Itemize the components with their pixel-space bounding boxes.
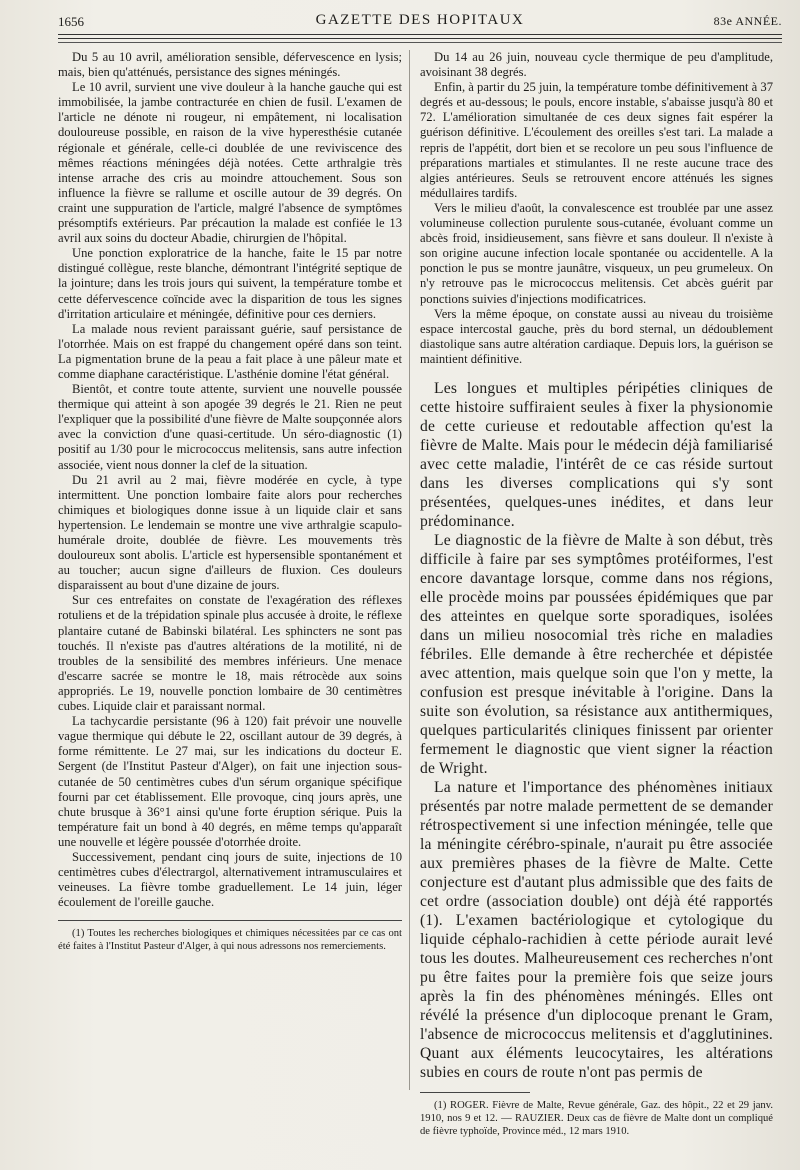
paragraph: Sur ces entrefaites on constate de l'exagération des réflexes rotuliens et de la trépidation spinale plus accusée à droite, le réflexe plantaire cutané de Babinski bilatéral. Les sphincters ne sont pas touchés. Il n'existe pas d'autres altérations de la motilité, ni de troubles de la sensibilité des membres inférieurs. Une menace d'escarre sacrée se montre le 18, mais rétrocède aux soins appropriés. Le 19, nouvelle ponction lombaire de 30 centimètres cubes. Liquide clair et paraissant normal. — [58, 593, 402, 714]
paragraph: La tachycardie persistante (96 à 120) fait prévoir une nouvelle vague thermique qui débute le 22, oscillant autour de 39 degrés, à forme rémittente. Le 27 mai, sur les indications du docteur E. Sergent (de l'Institut Pasteur d'Alger), on fait une injection sous-cutanée de 50 centimètres cubes d'un sérum organique spécifique fourni par cet établissement. Elle provoque, cinq jours après, une chute brusque à 36°1 ainsi qu'une forte éruption sérique. Puis la température fait un bond à 40 degrés, en même temps qu'apparaît une nouvelle et légère poussée d'otorrhée droite. — [58, 714, 402, 849]
year-label: 83e ANNÉE. — [713, 14, 782, 28]
discussion-paragraph: La nature et l'importance des phénomènes initiaux présentés par notre malade permettent de se demander rétrospectivement si une infection méningée, telle que la méningite cérébro-spinale, n'aurait pu être associée aux premières phases de la fièvre de Malte. Cette conjecture est d'autant plus admissible que des faits de cet ordre (association double) ont déjà été rapportés (1). L'examen bactériologique et cytologique du liquide céphalo-rachidien à cette période aurait levé tous les doutes. Malheureusement ces recherches n'ont pu être faites pour la première fois que seize jours après la fin des phénomènes méningés. Elles ont révélé la présence d'un diplocoque prenant le Gram, l'absence de micrococcus melitensis et d'agglutinines. Quant aux éléments leucocytaires, les altérations subies en cours de route n'ont pas permis de — [420, 778, 773, 1081]
paragraph: Vers la même époque, on constate aussi au niveau du troisième espace intercostal gauche, près du bord sternal, un dédoublement diastolique sans autre altération cardiaque. Depuis lors, la guérison se maintient définitive. — [420, 306, 773, 366]
footnote: (1) ROGER. Fièvre de Malte, Revue générale, Gaz. des hôpit., 22 et 29 janv. 1910, nos 9 et 12. — RAUZIER. Deux cas de fièvre de Malte dont un compliqué de fièvre typhoïde, Province méd., 12 mars 1910. — [420, 1099, 773, 1137]
discussion-paragraph: Les longues et multiples péripéties cliniques de cette histoire suffiraient seules à fixer la physionomie de cette curieuse et redoutable affection qu'est la fièvre de Malte. Mais pour le médecin déjà familiarisé avec cette maladie, l'intérêt de ce cas réside surtout dans les diverses complications qui s'y sont présentées, quelques-unes inédites, et dans leur prédominance. — [420, 379, 773, 530]
paragraph: Du 5 au 10 avril, amélioration sensible, défervescence en lysis; mais, bien qu'atténués, persistance des signes méningés. — [58, 50, 402, 80]
paragraph: Le 10 avril, survient une vive douleur à la hanche gauche qui est immobilisée, la jambe contracturée en chien de fusil. L'examen de l'article ne dénote ni rougeur, ni empâtement, ni localisation douloureuse possible, en raison de la vive hyperesthésie cutanée régionale et générale, celle-ci doublée de une reviviscence des mêmes réactions méningées déjà notées. Cette arthralgie très intense arrache des cris au moindre attouchement. Sous son influence la fièvre se rallume et oscille autour de 39 degrés. On craint une suppuration de l'article, malgré l'absence de symptômes présomptifs extérieurs. Par précaution la malade est confiée le 13 avril aux soins du docteur Abadie, chirurgien de l'hôpital. — [58, 80, 402, 246]
page-header — [58, 10, 782, 32]
paragraph: Du 21 avril au 2 mai, fièvre modérée en cycle, à type intermittent. Une ponction lombaire faite alors pour recherches chimiques et biologiques donne issue à un liquide clair et sans hypertension. Le lendemain se montre une vive arthralgie scapulo-humérale droite, doublée de fièvre. Les mouvements très douloureux sont abolis. L'article est hypersensible spontanément et au toucher; aucun signe d'ailleurs de fluxion. Ces douleurs disparaissent au bout d'une dizaine de jours. — [58, 472, 402, 593]
footnote-rule — [58, 920, 402, 921]
page-number: 1656 — [58, 14, 84, 29]
header-rule-top — [58, 34, 782, 35]
discussion-section — [420, 379, 773, 1082]
footnote: (1) Toutes les recherches biologiques et chimiques nécessitées par ce cas ont été faites à l'Institut Pasteur d'Alger, à qui nous adressons nos remerciements. — [58, 928, 402, 953]
paragraph: Du 14 au 26 juin, nouveau cycle thermique de peu d'amplitude, avoisinant 38 degrés. — [420, 50, 773, 80]
footnote-rule — [420, 1092, 530, 1093]
paragraph: Une ponction exploratrice de la hanche, faite le 15 par notre distingué collègue, reste blanche, démontrant l'intégrité septique de la jointure; dans les trois jours qui suivent, la température tombe et cette défervescence coïncide avec la disparition de tous les signes d'irritation articulaire et méningée, définitive pour ces derniers. — [58, 246, 402, 321]
journal-title: GAZETTE DES HOPITAUX — [315, 12, 525, 28]
paragraph: Bientôt, et contre toute attente, survient une nouvelle poussée thermique qui atteint à son apogée 39 degrés le 21. Rien ne peut l'expliquer que la possibilité d'une fièvre de Malte soupçonnée alors avec la conviction d'une quasi-certitude. Un séro-diagnostic (1) positif au 1/30 pour le micrococcus melitensis, sans autre infection associée, vient nous donner la clef de la situation. — [58, 382, 402, 472]
paragraph: Vers le milieu d'août, la convalescence est troublée par une assez volumineuse collection purulente sous-cutanée, évoluant comme un abcès froid, insidieusement, sans fièvre et sans douleur. Il n'existe à son origine aucune infection locale spontanée ou accidentelle. A la ponction le pus se montre jaunâtre, visqueux, un peu grumeleux. On n'y retrouve pas le micrococcus melitensis. Cet abcès guérit par ponctions suivies d'injections modificatrices. — [420, 200, 773, 306]
header-rule-bottom — [58, 42, 782, 43]
paragraph: Successivement, pendant cinq jours de suite, injections de 10 centimètres cubes d'électrargol, alternativement intramusculaires et veineuses. La fièvre tombe graduellement. Le 14 juin, léger écoulement de l'oreille gauche. — [58, 849, 402, 910]
discussion-paragraph: Le diagnostic de la fièvre de Malte à son début, très difficile à faire par ses symptômes protéiformes, l'est encore davantage lorsque, comme dans nos régions, elle procède moins par poussées épidémiques que par des atteintes en quelque sorte sporadiques, isolées dans un milieu nosocomial très riche en maladies fébriles. Elle demande à être recherchée et dépistée avec attention, mais quelque soin que l'on y mette, la confusion est presque inévitable à l'origine. Dans la suite son évolution, sa résistance aux antithermiques, quelques particularités cliniques finissent par orienter fermement le diagnostic que vient signer la réaction de Wright. — [420, 531, 773, 777]
header-rule-middle — [58, 38, 782, 39]
left-column — [58, 50, 402, 953]
right-column — [420, 50, 773, 1138]
paragraph: La malade nous revient paraissant guérie, sauf persistance de l'otorrhée. Mais on est frappé du changement opéré dans son teint. La pigmentation brune de la peau a fait place à une pâleur mate et comme diaphane caractéristique. L'asthénie domine l'état général. — [58, 321, 402, 381]
column-divider — [409, 50, 410, 1090]
paragraph: Enfin, à partir du 25 juin, la température tombe définitivement à 37 degrés et au-dessous; le pouls, encore instable, s'abaisse jusqu'à 80 et 72. L'amélioration simultanée de ces deux signes fait espérer la guérison définitive. L'écoulement des oreilles s'est tari. La malade a repris de l'appétit, dort bien et se recolore un peu sous l'influence de préparations martiales et stimulantes. Il ne reste aucune trace des algies antérieures. Seuls se retrouvent encore atténués les signes médullaires tardifs. — [420, 80, 773, 200]
